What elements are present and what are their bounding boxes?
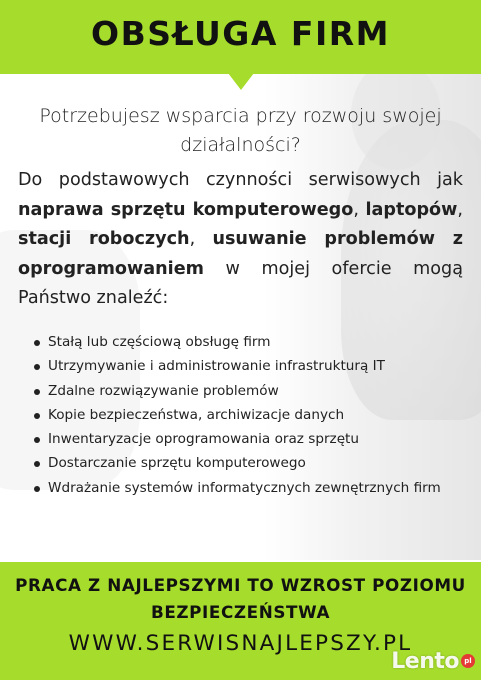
intro-question: Potrzebujesz wsparcia przy rozwoju swojej działalności?: [39, 105, 442, 156]
page-title: OBSŁUGA FIRM: [91, 14, 390, 53]
lento-watermark: [391, 648, 475, 674]
watermark-badge: pl: [461, 654, 475, 668]
list-item: Stałą lub częściową obsługę firm: [34, 330, 464, 354]
header-arrow-pointer: [228, 73, 254, 90]
services-list: [34, 330, 464, 500]
paragraph-separator: ,: [457, 199, 463, 220]
watermark-text: Lento: [391, 648, 459, 674]
paragraph-highlight-workstations: stacji roboczych: [18, 229, 190, 249]
paragraph-separator: ,: [189, 229, 213, 249]
list-item: Wdrażanie systemów informatycznych zewnętrznych firm: [34, 476, 464, 500]
paragraph-highlight-repair: naprawa sprzętu komputerowego: [18, 199, 354, 220]
paragraph-text-1: Do podstawowych czynności serwisowych jak: [18, 170, 463, 190]
footer-slogan: PRACA Z NAJLEPSZYMI TO WZROST POZIOMU BEZPIECZEŃSTWA: [15, 575, 466, 622]
services-intro-paragraph: [18, 166, 463, 314]
list-item: Utrzymywanie i administrowanie infrastrukturą IT: [34, 354, 464, 378]
footer-banner: [0, 562, 481, 680]
list-item: Inwentaryzacje oprogramowania oraz sprzętu: [34, 427, 464, 451]
paragraph-separator: ,: [353, 199, 366, 220]
header-banner: [0, 0, 481, 74]
paragraph-text-2: w mojej ofercie mogą Państwo znaleźć:: [18, 258, 463, 308]
list-item: Dostarczanie sprzętu komputerowego: [34, 451, 464, 475]
list-item: Zdalne rozwiązywanie problemów: [34, 379, 464, 403]
paragraph-highlight-software: usuwanie problemów z oprogramowaniem: [18, 229, 463, 279]
list-item: Kopie bezpieczeństwa, archiwizacje danych: [34, 403, 464, 427]
paragraph-highlight-laptops: laptopów: [365, 199, 458, 220]
website-url: WWW.SERWISNAJLEPSZY.PL: [68, 631, 413, 656]
